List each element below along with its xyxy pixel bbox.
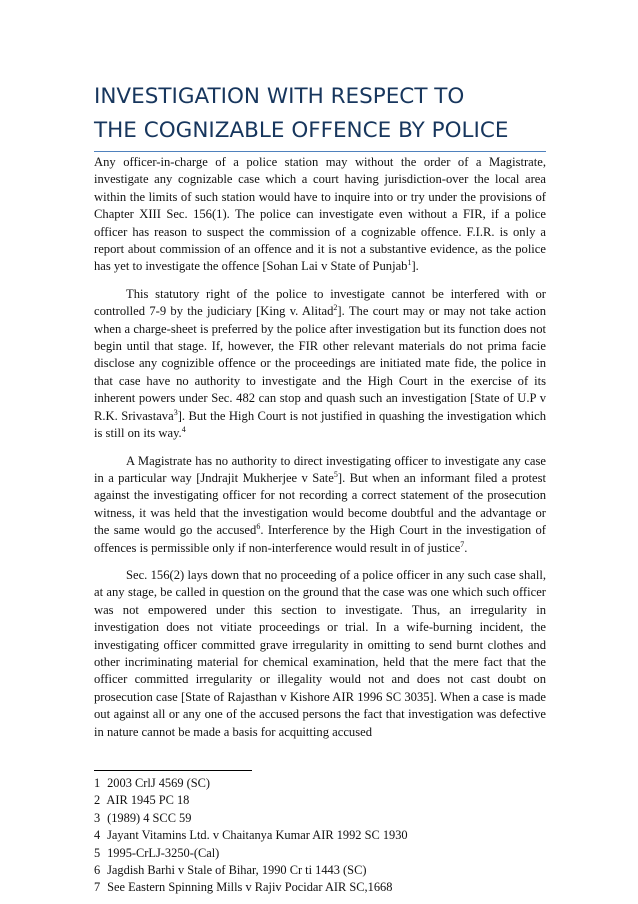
footnote-text: 1995-CrLJ-3250-(Cal) <box>107 845 220 860</box>
footnote-item <box>94 879 546 896</box>
footnote-item <box>94 827 546 844</box>
footnote-ref: 7 <box>460 539 465 549</box>
footnote-text: AIR 1945 PC 18 <box>106 793 190 808</box>
title-underline <box>94 151 546 152</box>
footnote-item <box>94 792 546 809</box>
footnote-text: Jagdish Barhi v Stale of Bihar, 1990 Cr ti 1443 (SC) <box>107 863 367 878</box>
document-title <box>94 80 554 148</box>
paragraph-2 <box>94 286 546 443</box>
paragraph-text: This statutory right of the police to investigate cannot be interfered with or controlled 7-9 by the judiciary [King v. Alitad <box>94 286 546 319</box>
paragraph-text: A Magistrate has no authority to direct investigating officer to investigate any case in a particular way [Jndrajit Mukherjee v Sate <box>94 453 546 485</box>
footnote-number: 2 <box>94 793 101 808</box>
footnote-item <box>94 862 546 879</box>
paragraph-text: . Interference by the High Court in the investigation of offences is permissible only if non-interference would result in of justice <box>94 523 547 555</box>
footnote-ref: 3 <box>173 407 178 417</box>
paragraph-text: ]. But the High Court is not justified in quashing the investigation which is still on its way. <box>94 408 547 441</box>
footnote-separator <box>94 770 252 771</box>
footnote-ref: 4 <box>181 424 186 434</box>
paragraph-4 <box>94 567 546 741</box>
title-line-2: THE COGNIZABLE OFFENCE BY POLICE <box>94 118 509 143</box>
footnote-number: 3 <box>94 810 101 825</box>
footnote-item <box>94 845 546 862</box>
footnote-ref: 6 <box>256 521 261 531</box>
footnote-text: (1989) 4 SCC 59 <box>107 810 192 825</box>
footnote-text: See Eastern Spinning Mills v Rajiv Pocidar AIR SC,1668 <box>107 880 393 895</box>
paragraph-text: . <box>464 540 468 555</box>
footnote-text: Jayant Vitamins Ltd. v Chaitanya Kumar AIR 1992 SC 1930 <box>107 828 408 843</box>
footnote-number: 4 <box>94 828 101 843</box>
paragraph-text: ]. <box>411 259 419 274</box>
footnote-number: 7 <box>94 880 101 895</box>
footnotes <box>94 775 546 897</box>
footnote-text: 2003 CrlJ 4569 (SC) <box>107 776 211 790</box>
footnote-item <box>94 775 546 792</box>
footnote-item <box>94 810 546 827</box>
footnote-ref: 1 <box>407 258 412 268</box>
paragraph-text: ]. But when an informant filed a protest against the investigating officer for not recording a correct statement of the prosecution witness, it was held that the investigation would become doubtful and the advantage or the same would go the accused <box>94 470 546 538</box>
title-line-1: INVESTIGATION WITH RESPECT TO <box>94 84 465 109</box>
footnote-number: 5 <box>94 845 101 860</box>
paragraph-1 <box>94 154 546 276</box>
paragraph-text: Sec. 156(2) lays down that no proceeding of a police officer in any such case shall, at any stage, be called in question on the ground that the case was one which such officer was not empowered under this section to investigate. Thus, an irregularity in investigation does not vitiate proceedings or trial. In a wife-burning incident, the investigating officer committed grave irregularity in omitting to send burnt clothes and other incriminating material for chemical examination, held that the mere fact that the officer committed irregularity or illegality would not and does not cast doubt on prosecution case [State of Rajasthan v Kishore AIR 1996 SC 3035]. When a case is made out against all or any one of the accused persons the fact that investigation was defective in nature cannot be made a basis for acquitting accused <box>94 567 546 739</box>
paragraph-text: ]. The court may or may not take action when a charge-sheet is preferred by the police after investigation but its function does not begin until that stage. If, however, the FIR other relevant materials do not prima facie disclose any cognizible offence or the proceedings are initiated mate fide, the police in that case have no authority to investigate and the High Court in the exercise of its inherent powers under Sec. 482 can stop and quash such an investigation [State of U.P v R.K. Srivastava <box>94 304 547 423</box>
document-body <box>94 154 546 751</box>
footnote-ref: 5 <box>333 469 338 479</box>
footnote-ref: 2 <box>333 303 338 313</box>
footnote-number: 6 <box>94 863 101 878</box>
paragraph-3 <box>94 453 546 557</box>
footnote-number: 1 <box>94 776 101 790</box>
paragraph-text: Any officer-in-charge of a police station may without the order of a Magistrate, investigate any cognizable case which a court having jurisdiction-over the local area within the limits of such station would have to inquire into or try under the provisions of Chapter XIII Sec. 156(1). The police can investigate even without a FIR, if a police officer has reason to suspect the commission of a cognizable offence. F.I.R. is only a report about commission of an offence and it is not a substantive evidence, as the police has yet to investigate the offence [Sohan Lai v State of Punjab <box>94 155 546 274</box>
